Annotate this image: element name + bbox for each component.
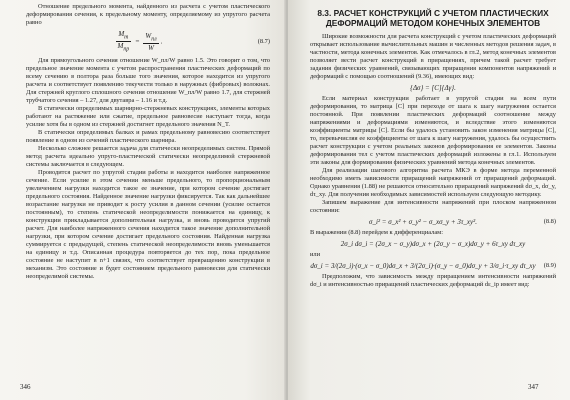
paragraph: В выражении (8.8) перейдем к дифференциалам:: [310, 229, 443, 236]
paragraph: Запишем выражение для интенсивности напряжений при плоском напряженном состоянии:: [310, 199, 556, 214]
left-text-column: [26, 3, 270, 281]
equation-number: (8.9): [543, 262, 556, 269]
formula-8-8: [310, 218, 556, 226]
formula-expression: {Δσ} = [C]{Δγ}.: [410, 84, 456, 92]
paragraph: В статически определимых шарнирно-стержневых конструкциях, элементы которых работают на растяжение или сжатие, предельное равновесие наступает тогда, когда усилие хотя бы в одном из стержней достигнет предельного значения N_T.: [26, 104, 270, 128]
formula-expression: $\frac{M_т}{M_{пр}}$ = $\frac{W_{пл}}{W}$ .: [117, 30, 163, 53]
formula-expression: σ_i² = σ_x² + σ_y² − σ_xσ_y + 3τ_xy².: [369, 218, 477, 226]
paragraph: Несколько сложнее решается задача для статически неопределимых систем. Прямой метод расчета идеально упруго-пластической статически неопределимой стержневой системы заключается в следующем.: [26, 144, 270, 168]
equation-number: (8.8): [543, 218, 556, 225]
paragraph: Предположим, что зависимость между приращением интенсивности напряжений dσ_i и интенсивностью приращений пластических деформаций dε_ip имеет вид:: [310, 273, 556, 288]
paragraph: В статически определимых балках и рамах предельному равновесию соответствует появление в одном из сечений пластического шарнира.: [26, 128, 270, 144]
paragraph: Отношение предельного момента, найденного из расчета с учетом пластического деформирования сечения, к предельному моменту, определяемому из упругого расчета равно: [26, 3, 270, 26]
paragraph: Если материал конструкции работает в упругой стадии на всем пути деформирования, то матрица [C] при переходе от шага к шагу нагружения остается постоянной. При появлении пластических деформаций соотношение между напряжениями и деформациями изменяются, и вследствие этого изменяются коэффициенты матрицы [C]. Если бы удалось установить закон изменения матрицы [C], то, перевычисляя ее коэффициенты от шага к шагу нагружения, удалось бы осуществить расчет конструкции с учетом реальных законов деформирования ее элементов. Законы деформирования тел с учетом пластических деформаций изложены в гл.1. Используем эти законы для формирования физических уравнений метода конечных элементов.: [310, 95, 556, 166]
formula-differential: [310, 240, 556, 248]
formula-8-7: [26, 30, 270, 54]
formula-8-9: [310, 262, 556, 270]
formula-expression: 2σ_i dσ_i = (2σ_x − σ_y)dσ_x + (2σ_y − σ_x)dσ_y + 6τ_xy dτ_xy: [340, 240, 526, 248]
right-page: [288, 0, 570, 400]
page-number-left: 346: [20, 383, 31, 391]
paragraph: Для реализации шагового алгоритма расчета МКЭ в форме метода переменной необходимо иметь зависимости приращений напряжений от приращений деформаций. Однако уравнения (1.88) не решаются относительно приращений напряжений dσ_x, dσ_y, dτ_xy. Для получения необходимых зависимостей используем следующую методику.: [310, 167, 556, 198]
paragraph: Проводится расчет по упругой стадии работы и находится наиболее напряженное сечение. Если усилие в этом сечении меньше предельного, то пропорциональным увеличением нагрузки находится такое ее значение, при котором сечение достигает предельного состояния. Найденное значение нагрузки фиксируется. Так как дальнейшее возрастание нагрузки не приводит к росту усилия в данном сечении (усилие остается постоянным), то степень статической неопределимости понижается на единицу, к конструкции прикладывается дополнительная нагрузка, и вновь проводится упругий расчет. Для наиболее напряженного сечения находится такое значение дополнительной нагрузки, при котором сечение достигает предельного состояния. Найденная нагрузка суммируется с предыдущей, степень статической неопределимости вновь уменьшается на единицу и т.д. Описанная процедура повторяется до тех пор, пока предельное состояние не наступит в n+1 связях, что соответствует превращению конструкции в механизм. Это состояние и будет состоянием предельного равновесия для статически неопределимой системы.: [26, 168, 270, 280]
right-text-column: [310, 3, 556, 289]
paragraph: Для прямоугольного сечения отношение W_пл/W равно 1.5. Это говорит о том, что предельное значение момента с учетом распространения пластических деформаций по всему сечению в полтора раза больше того значения, которое находится из упругого расчета и соответствует появлению текучести только в наружных (фибровых) волокнах. Для стержней круглого сплошного сечения отношение W_пл/W равно 1.7, для стержней трубчатого сечения – 1.27, для двутавра – 1.16 и т.д.: [26, 56, 270, 104]
formula-increment: [310, 84, 556, 92]
page-number-right: 347: [528, 383, 539, 391]
equation-number: (8.7): [257, 37, 270, 45]
section-title: 8.3. РАСЧЕТ КОНСТРУКЦИЙ С УЧЕТОМ ПЛАСТИЧЕСКИХ ДЕФОРМАЦИЙ МЕТОДОМ КОНЕЧНЫХ ЭЛЕМЕНТОВ: [317, 8, 549, 28]
paragraph: или: [310, 251, 321, 258]
paragraph: Широкие возможности для расчета конструкций с учетом пластических деформаций открывает использование вычислительных машин и численных методов решения задач, в частности, метода конечных элементов. Как отмечалось в гл.2, метод конечных элементов позволяет вести расчет конструкций в приращениях, причем такой расчет требует задания физических уравнений, связывающих приращения компонентов напряжений и деформаций с помощью соотношений (9.36), имеющих вид:: [310, 33, 556, 80]
formula-expression: dσ_i = 3/(2σ_i)·(σ_x − σ_0)dσ_x + 3/(2σ_i)·(σ_y − σ_0)dσ_y + 3/σ_i·τ_xy dτ_xy: [310, 262, 536, 270]
